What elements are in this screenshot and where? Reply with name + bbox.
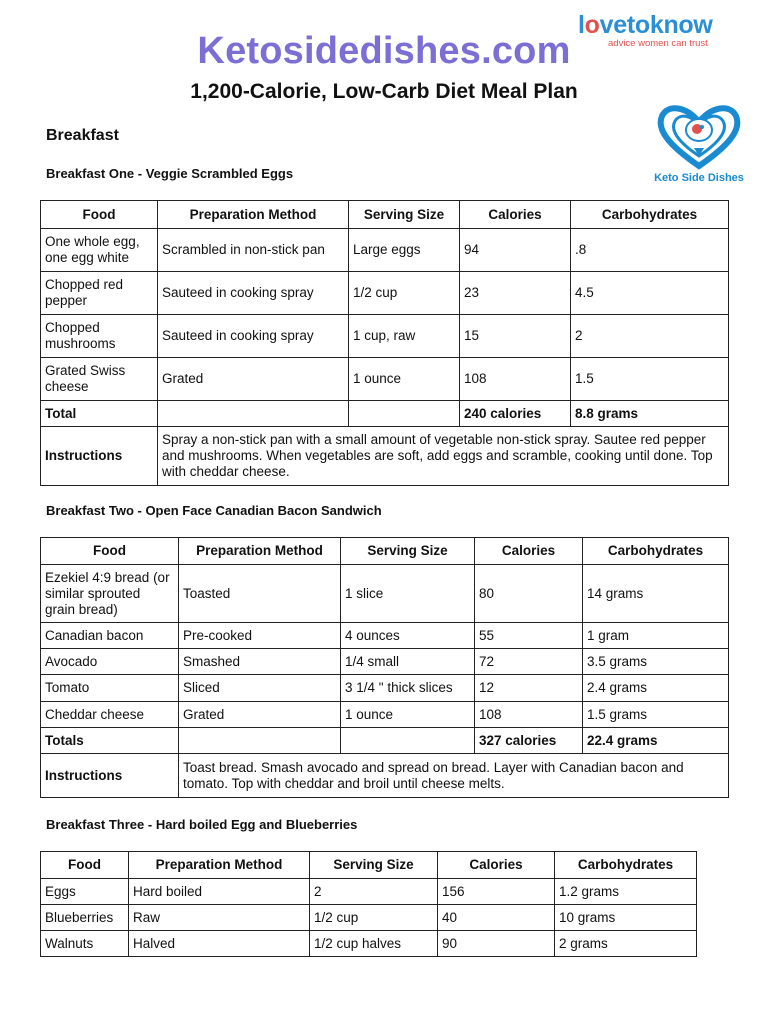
cell-prep: Sauteed in cooking spray (158, 272, 349, 315)
table-row (41, 649, 729, 675)
cell-prep: Toasted (179, 565, 341, 623)
cell-carbs: 2 grams (555, 931, 697, 957)
cell-empty (349, 401, 460, 427)
cell-serving: 1 cup, raw (349, 315, 460, 358)
cell-serving: 1 slice (341, 565, 475, 623)
column-header-carbs: Carbohydrates (571, 201, 729, 229)
table-row (41, 879, 697, 905)
cell-food: Chopped red pepper (41, 272, 158, 315)
column-header-carbs: Carbohydrates (555, 852, 697, 879)
cell-calories: 108 (460, 358, 571, 401)
column-header-calories: Calories (475, 538, 583, 565)
cell-serving: 3 1/4 " thick slices (341, 675, 475, 702)
cell-carbs: 4.5 (571, 272, 729, 315)
cell-calories: 23 (460, 272, 571, 315)
cell-prep: Smashed (179, 649, 341, 675)
table-row (41, 272, 729, 315)
column-header-serving: Serving Size (341, 538, 475, 565)
meal-table-breakfast-two (40, 537, 729, 798)
cell-carbs: 1.5 (571, 358, 729, 401)
cell-food: Chopped mushrooms (41, 315, 158, 358)
page-title: 1,200-Calorie, Low-Carb Diet Meal Plan (190, 80, 578, 103)
cell-prep: Scrambled in non-stick pan (158, 229, 349, 272)
total-carbs: 8.8 grams (571, 401, 729, 427)
brand-wordmark (578, 12, 738, 38)
total-calories: 240 calories (460, 401, 571, 427)
column-header-carbs: Carbohydrates (583, 538, 729, 565)
cell-food: Walnuts (41, 931, 129, 957)
brand-rest: vetoknow (599, 11, 713, 39)
cell-carbs: .8 (571, 229, 729, 272)
cell-food: Eggs (41, 879, 129, 905)
cell-carbs: 10 grams (555, 905, 697, 931)
cell-calories: 80 (475, 565, 583, 623)
table-row (41, 229, 729, 272)
cell-calories: 108 (475, 702, 583, 728)
table-row (41, 565, 729, 623)
column-header-calories: Calories (438, 852, 555, 879)
meal-title: Breakfast Three - Hard boiled Egg and Blueberries (46, 817, 358, 832)
table-row (41, 358, 729, 401)
meal-title: Breakfast Two - Open Face Canadian Bacon Sandwich (46, 503, 382, 518)
cell-prep: Raw (129, 905, 310, 931)
cell-prep: Halved (129, 931, 310, 957)
column-header-food: Food (41, 538, 179, 565)
cell-food: Canadian bacon (41, 623, 179, 649)
instructions-row (41, 754, 729, 798)
cell-food: Tomato (41, 675, 179, 702)
cell-empty (158, 401, 349, 427)
cell-food: Cheddar cheese (41, 702, 179, 728)
cell-serving: Large eggs (349, 229, 460, 272)
site-title: Ketosidedishes.com (197, 30, 571, 72)
cell-prep: Sliced (179, 675, 341, 702)
cell-prep: Grated (179, 702, 341, 728)
total-label: Total (41, 401, 158, 427)
cell-serving: 2 (310, 879, 438, 905)
cell-serving: 1/2 cup (349, 272, 460, 315)
column-header-prep: Preparation Method (179, 538, 341, 565)
cell-calories: 90 (438, 931, 555, 957)
column-header-calories: Calories (460, 201, 571, 229)
cell-prep: Hard boiled (129, 879, 310, 905)
logo-caption: Keto Side Dishes (654, 172, 744, 184)
cell-carbs: 2 (571, 315, 729, 358)
cell-prep: Sauteed in cooking spray (158, 315, 349, 358)
brand-l: l (578, 11, 585, 39)
cell-serving: 1 ounce (341, 702, 475, 728)
meal-table-breakfast-one (40, 200, 729, 486)
cell-serving: 1/2 cup halves (310, 931, 438, 957)
meal-table-breakfast-three (40, 851, 697, 957)
table-row (41, 623, 729, 649)
cell-prep: Pre-cooked (179, 623, 341, 649)
column-header-serving: Serving Size (349, 201, 460, 229)
brand-tagline: advice women can trust (608, 38, 708, 49)
heart-egg-icon (650, 100, 748, 172)
column-header-prep: Preparation Method (158, 201, 349, 229)
cell-carbs: 14 grams (583, 565, 729, 623)
cell-serving: 1 ounce (349, 358, 460, 401)
cell-calories: 94 (460, 229, 571, 272)
table-row (41, 675, 729, 702)
instructions-label: Instructions (41, 427, 158, 486)
table-row (41, 702, 729, 728)
cell-calories: 55 (475, 623, 583, 649)
cell-food: Blueberries (41, 905, 129, 931)
cell-food: Ezekiel 4:9 bread (or similar sprouted grain bread) (41, 565, 179, 623)
section-heading-breakfast: Breakfast (46, 127, 119, 144)
cell-food: Grated Swiss cheese (41, 358, 158, 401)
keto-side-dishes-logo (650, 100, 748, 186)
total-row (41, 728, 729, 754)
cell-empty (341, 728, 475, 754)
cell-calories: 156 (438, 879, 555, 905)
cell-calories: 40 (438, 905, 555, 931)
cell-carbs: 2.4 grams (583, 675, 729, 702)
cell-calories: 72 (475, 649, 583, 675)
brand-heart-o: o (584, 11, 600, 39)
cell-serving: 1/2 cup (310, 905, 438, 931)
cell-carbs: 1.2 grams (555, 879, 697, 905)
lovetoknow-logo (578, 12, 738, 52)
table-row (41, 931, 697, 957)
instructions-text: Spray a non-stick pan with a small amount of vegetable non-stick spray. Sautee red pepper and mushrooms. When vegetables are soft, add eggs and scramble, cooking until done. Top with cheddar cheese. (158, 427, 729, 486)
cell-carbs: 1 gram (583, 623, 729, 649)
total-label: Totals (41, 728, 179, 754)
cell-carbs: 3.5 grams (583, 649, 729, 675)
cell-calories: 15 (460, 315, 571, 358)
column-header-prep: Preparation Method (129, 852, 310, 879)
cell-calories: 12 (475, 675, 583, 702)
instructions-label: Instructions (41, 754, 179, 798)
cell-empty (179, 728, 341, 754)
instructions-row (41, 427, 729, 486)
cell-food: Avocado (41, 649, 179, 675)
cell-carbs: 1.5 grams (583, 702, 729, 728)
meal-title: Breakfast One - Veggie Scrambled Eggs (46, 166, 294, 181)
cell-food: One whole egg, one egg white (41, 229, 158, 272)
cell-prep: Grated (158, 358, 349, 401)
total-row (41, 401, 729, 427)
cell-serving: 4 ounces (341, 623, 475, 649)
column-header-food: Food (41, 852, 129, 879)
total-carbs: 22.4 grams (583, 728, 729, 754)
instructions-text: Toast bread. Smash avocado and spread on bread. Layer with Canadian bacon and tomato. Top with cheddar and broil until cheese melts. (179, 754, 729, 798)
table-row (41, 905, 697, 931)
table-row (41, 315, 729, 358)
column-header-food: Food (41, 201, 158, 229)
column-header-serving: Serving Size (310, 852, 438, 879)
total-calories: 327 calories (475, 728, 583, 754)
cell-serving: 1/4 small (341, 649, 475, 675)
